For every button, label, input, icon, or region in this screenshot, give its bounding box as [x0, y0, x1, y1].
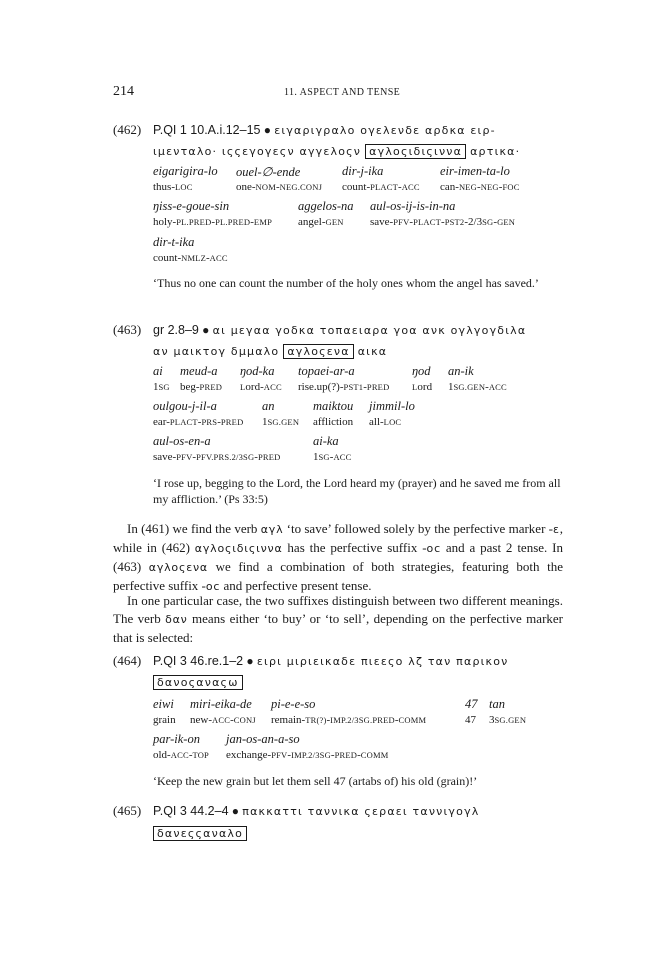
gloss-morph: count-NMLZ-ACC — [153, 252, 228, 264]
example-number-463: (463) — [113, 322, 142, 337]
gloss-word: eiwi — [153, 697, 174, 711]
example-462-reference: P.QI 1 10.A.i.12–15 — [153, 123, 261, 137]
bullet-dot: ● — [246, 654, 254, 668]
gloss-word: ai — [153, 364, 163, 378]
coptic-term: oc — [205, 580, 221, 593]
example-463-coptic-line2 — [153, 342, 387, 360]
para1-text: and perfective present tense. — [220, 578, 372, 593]
gloss-morph: remain-TR(?)-IMP.2/3SG.PRED-COMM — [271, 714, 427, 726]
para1-text: has the perfective suffix - — [282, 540, 427, 555]
para1-text: ‘to save’ followed solely by the perfective marker - — [283, 521, 553, 536]
example-463-coptic-2a: αν μαικτογ δμμαλο — [153, 345, 280, 358]
coptic-term: αγλοςενα — [148, 561, 208, 574]
example-463-coptic-2b: αικα — [357, 345, 388, 358]
gloss-word: an — [262, 399, 275, 413]
example-number-464: (464) — [113, 653, 142, 668]
gloss-word: dir-t-ika — [153, 235, 195, 249]
gloss-word: tan — [489, 697, 505, 711]
gloss-word: an-ik — [448, 364, 474, 378]
para2-text: means either ‘to buy’ or ‘to sell’, depending on the perfective marker that is selected: — [113, 611, 563, 645]
page-number: 214 — [113, 84, 134, 99]
coptic-term: αγλ — [260, 523, 284, 536]
gloss-word: eigarigira-lo — [153, 164, 218, 178]
gloss-morph: 47 — [465, 714, 476, 726]
example-462-source-line — [153, 122, 496, 138]
gloss-morph: thus-LOC — [153, 181, 193, 193]
example-464-boxed-verb: δανοςαναςω — [153, 675, 243, 690]
gloss-word: aul-os-en-a — [153, 434, 211, 448]
gloss-morph: holy-PL.PRED-PL.PRED-EMP — [153, 216, 272, 228]
example-463-reference: gr 2.8–9 — [153, 323, 199, 337]
gloss-word: topaei-ar-a — [298, 364, 355, 378]
example-464-source-line — [153, 653, 509, 669]
example-463-coptic-line1: αι μεγαα γοδκα τοπαειαρα γοα ανκ ογλγογδιλα — [212, 324, 527, 337]
example-462-coptic-2a: ιμενταλο· ιςςεγογεςν αγγελοςν — [153, 145, 362, 158]
example-465-source-line — [153, 803, 480, 819]
body-paragraph-2 — [113, 592, 563, 647]
para2-text: In one particular case, the two suffixes distinguish between two different meanings. The verb — [113, 593, 563, 626]
example-462-coptic-line2 — [153, 142, 520, 160]
gloss-word: dir-j-ika — [342, 164, 384, 178]
example-number-462: (462) — [113, 122, 142, 137]
body-paragraph-1 — [113, 520, 563, 596]
example-465-coptic-line1: πακκαττι ταννικα ςεραει ταννιγογλ — [242, 805, 480, 818]
coptic-term: οc — [426, 542, 441, 555]
gloss-morph: affliction — [313, 416, 354, 428]
gloss-word: eir-imen-ta-lo — [440, 164, 510, 178]
gloss-morph: save-PFV-PLACT-PST2-2/3SG-GEN — [370, 216, 516, 228]
gloss-word: pi-e-e-so — [271, 697, 316, 711]
gloss-morph: Lord — [412, 381, 433, 393]
gloss-word: miri-eika-de — [190, 697, 252, 711]
gloss-word: aul-os-ij-is-in-na — [370, 199, 456, 213]
gloss-morph: 1SG.GEN — [262, 416, 300, 428]
example-464-translation: ‘Keep the new grain but let them sell 47 (artabs of) his old (grain)!’ — [153, 774, 478, 788]
gloss-morph: exchange-PFV-IMP.2/3SG-PRED-COMM — [226, 749, 389, 761]
gloss-word: oulgou-j-il-a — [153, 399, 217, 413]
gloss-morph: one-NOM-NEG.CONJ — [236, 181, 323, 193]
coptic-term: αγλοςιδιςιννα — [194, 542, 283, 555]
example-464-coptic-line1: ειρι μιριεικαδε πιεεςο λζ ταν παρικον — [256, 655, 509, 668]
example-463-translation: ‘I rose up, begging to the Lord, the Lord heard my (prayer) and he saved me from all my affliction.’ (Ps 33:5) — [153, 476, 561, 506]
example-number-465: (465) — [113, 803, 142, 818]
para1-text: In (461) we find the verb — [127, 521, 261, 536]
example-462-translation: ‘Thus no one can count the number of the holy ones whom the angel has saved.’ — [153, 276, 539, 290]
gloss-morph: grain — [153, 714, 176, 726]
gloss-word: maiktou — [313, 399, 354, 413]
example-464-coptic-line2 — [153, 673, 243, 691]
gloss-word: aggelos-na — [298, 199, 354, 213]
gloss-morph: 3SG.GEN — [489, 714, 527, 726]
gloss-word: ŋod — [412, 364, 431, 378]
gloss-morph: all-LOC — [369, 416, 402, 428]
gloss-morph: can-NEG-NEG-FOC — [440, 181, 520, 193]
example-463-boxed-verb: αγλοςενα — [283, 344, 353, 359]
gloss-morph: new-ACC-CONJ — [190, 714, 256, 726]
example-463-source-line — [153, 322, 526, 338]
gloss-morph: 1SG.GEN-ACC — [448, 381, 507, 393]
para1-text: and a past 2 tense. In (463) — [113, 540, 563, 574]
example-464-reference: P.QI 3 46.re.1–2 — [153, 654, 244, 668]
example-462-boxed-verb: αγλοςιδιςιννα — [365, 144, 466, 159]
example-465-boxed-verb: δανεςςαναλο — [153, 826, 247, 841]
bullet-dot: ● — [202, 323, 210, 337]
gloss-word: par-ik-on — [153, 732, 200, 746]
gloss-morph: 1SG — [153, 381, 170, 393]
gloss-morph: beg-PRED — [180, 381, 223, 393]
coptic-term: ε — [553, 523, 560, 536]
example-462-coptic-line1: ειγαριγραλο ογελενδε αρδκα ειρ- — [274, 124, 496, 137]
bullet-dot: ● — [231, 804, 240, 818]
running-header: 11. ASPECT AND TENSE — [284, 87, 401, 98]
gloss-word: 47 — [465, 697, 478, 711]
gloss-morph: old-ACC-TOP — [153, 749, 209, 761]
gloss-word: ŋiss-e-goue-sin — [153, 199, 230, 213]
para1-text: , while in (462) — [113, 521, 563, 555]
gloss-word: jan-os-an-a-so — [226, 732, 300, 746]
coptic-term: δαν — [165, 613, 188, 626]
gloss-morph: ear-PLACT-PRS-PRED — [153, 416, 244, 428]
bullet-dot: ● — [263, 123, 271, 137]
gloss-word: jimmil-lo — [369, 399, 415, 413]
gloss-morph: count-PLACT-ACC — [342, 181, 420, 193]
example-462-coptic-2b: αρτικα· — [470, 145, 521, 158]
para1-text: we find a combination of both strategies, featuring both the perfective suffix - — [113, 559, 563, 593]
gloss-word: ai-ka — [313, 434, 339, 448]
gloss-word: ŋod-ka — [240, 364, 275, 378]
gloss-morph: Lord-ACC — [240, 381, 282, 393]
gloss-word: ouel-∅-ende — [236, 165, 301, 179]
gloss-word: meud-a — [180, 364, 218, 378]
gloss-morph: save-PFV-PFV.PRS.2/3SG-PRED — [153, 451, 281, 463]
gloss-morph: angel-GEN — [298, 216, 344, 228]
gloss-morph: rise.up(?)-PST1-PRED — [298, 381, 390, 393]
example-465-coptic-line2 — [153, 824, 247, 842]
example-465-reference: P.QI 3 44.2–4 — [153, 804, 229, 818]
gloss-morph: 1SG-ACC — [313, 451, 352, 463]
